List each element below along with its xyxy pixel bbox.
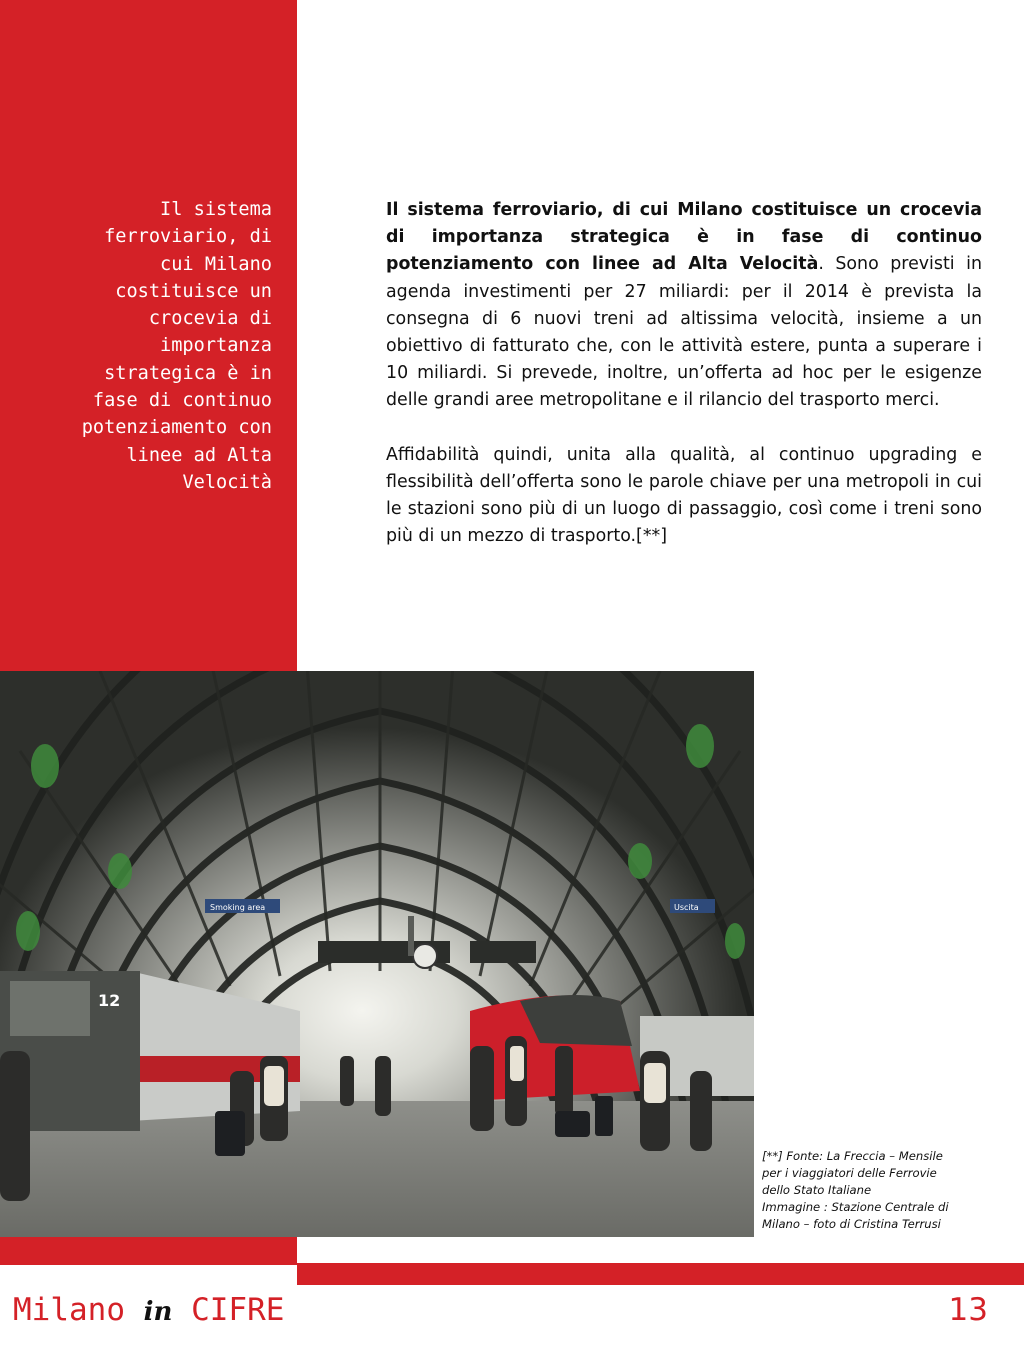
brand-in: in [143,1297,173,1327]
sidebar-red-panel [0,0,297,671]
article-lead-bold: Il sistema ferroviario, di cui Milano costituisce un crocevia di importanza strategica è in fase di continuo potenziamento con linee ad Alta Velocità [386,200,982,275]
brand-milano: Milano [13,1292,144,1328]
article-paragraph-2: Affidabilità quindi, unita alla qualità, al continuo upgrading e flessibilità dell’offerta sono le parole chiave per una metropoli in cui le stazioni sono più di un luogo di passaggio, così come i treni sono più di un mezzo di trasporto.[**] [386,444,982,547]
footer-bar-left [0,1237,297,1265]
exit-sign: Uscita [674,903,699,912]
pull-quote: Il sistema ferroviario, di cui Milano costituisce un crocevia di importanza strategica è in fase di continuo potenziamento con linee ad Alta Velocità [81,199,272,493]
brand-cifre: CIFRE [172,1292,285,1328]
page-number: 13 [948,1292,988,1328]
smoking-area-sign: Smoking area [210,903,266,912]
article-paragraph-1-rest: . Sono previsti in agenda investimenti per 27 miliardi: per il 2014 è prevista la consegna di 6 nuovi treni ad altissima velocità, insieme a un obiettivo di fatturato che, con le attività estere, punta a superare i 10 miliardi. Si prevede, inoltre, un’offerta ad hoc per le esigenze delle grandi aree metropolitane e il rilancio del trasporto merci. [386,254,982,411]
footer-bar-right [297,1263,1024,1285]
footer-brand [13,1288,284,1334]
station-photo-illustration [0,671,754,1237]
station-photo [0,671,754,1237]
article-paragraph-1 [386,197,982,415]
platform-sign: 12 [98,991,121,1010]
photo-caption [762,1148,994,1233]
caption-source: [**] Fonte: La Freccia – Mensile per i viaggiatori delle Ferrovie dello Stato Italiane [762,1149,943,1197]
caption-image-credit: Immagine : Stazione Centrale di Milano – foto di Cristina Terrusi [762,1200,949,1231]
article-body [386,197,982,577]
